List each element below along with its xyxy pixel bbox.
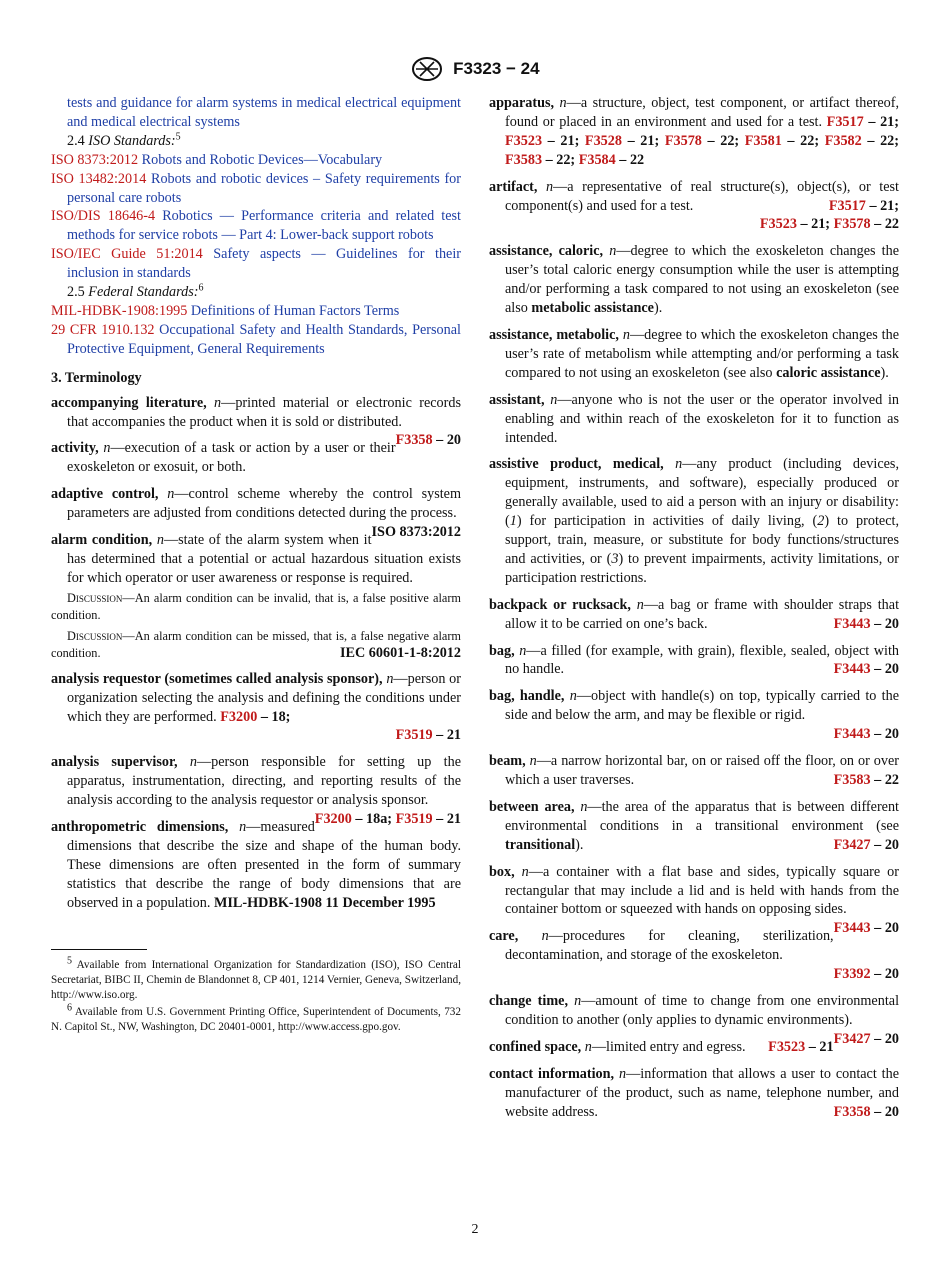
- cite-link[interactable]: F3427: [833, 836, 871, 853]
- term-accompanying-literature: accompanying literature, n—printed material or electronic records that accompanies the product when it is sold or distributed. F3358 – 20: [51, 394, 461, 449]
- cite-link[interactable]: F3523: [505, 132, 543, 149]
- term-bag: bag, n—a filled (for example, with grain), flexible, sealed, object with no handle. F3443 – 20: [489, 642, 900, 678]
- cite-link[interactable]: F3528: [584, 132, 622, 149]
- cite-link[interactable]: F3392: [833, 966, 871, 983]
- cite-year: – 21;: [621, 132, 660, 149]
- cite-link[interactable]: F3584: [578, 151, 616, 168]
- cite-year: – 22: [615, 151, 645, 168]
- footnote-rule: [51, 949, 147, 950]
- cite-link[interactable]: F3200: [314, 811, 352, 828]
- cite-link[interactable]: F3517: [826, 113, 864, 130]
- cite-link[interactable]: F3443: [833, 726, 871, 743]
- federal-standards-heading: 2.5 Federal Standards:$^6$: [67, 282, 204, 301]
- right-column: [489, 94, 899, 1130]
- cite-link[interactable]: F3443: [833, 920, 871, 937]
- term-assistive-product-medical: assistive product, medical, n—any product (including devices, equipment, instruments, and software), especially produced or generally available, used to aid a person with an injury or disability: (1) for participation in activities of daily living, (2) to protect, support, train, measure, or substitute for body functions/structures and activities, or (3) to prevent impairments, activity limitations, or participation restrictions.: [489, 456, 899, 586]
- term-confined-space: confined space, n—limited entry and egress. F3523 – 21: [489, 1038, 834, 1055]
- cite-link[interactable]: F3519: [395, 811, 433, 828]
- cite-link[interactable]: F3443: [833, 661, 871, 678]
- cite-link[interactable]: F3581: [744, 132, 782, 149]
- term-assistant: assistant, n—anyone who is not the user or the operator involved in enabling and within reach of the exoskeleton for it to function as intended.: [489, 391, 899, 446]
- term-care: care, n—procedures for cleaning, sterilization, decontamination, and storage of the exoskeleton. F3392 – 20: [489, 928, 899, 983]
- reference-29-cfr[interactable]: 29 CFR 1910.132 Occupational Safety and Health Standards, Personal Protective Equipment, General Requirements: [51, 321, 461, 357]
- cite-link[interactable]: F3519: [395, 727, 433, 744]
- cite-link[interactable]: F3583: [833, 772, 871, 788]
- document-designation: F3323 − 24: [453, 59, 540, 78]
- footnote-6: $^6$ Available from U.S. Government Printing Office, Superintendent of Documents, 732 N. Capitol St., NW, Washington, DC 20401-0001, http://www.access.gpo.gov.: [51, 1001, 461, 1033]
- term-beam: beam, n—a narrow horizontal bar, on or raised off the floor, on or over which a user traverses. F3583 – 22: [489, 753, 899, 788]
- page-header: [0, 56, 950, 82]
- term-box: box, n—a container with a flat base and sides, typically square or rectangular that may include a lid and is held with hands from the container bottom or squeezed with hands on opposing sides. F3443 – 20: [489, 863, 900, 937]
- cite-link[interactable]: F3427: [833, 1030, 871, 1047]
- term-assistance-caloric: assistance, caloric, n—degree to which the exoskeleton changes the user’s total caloric energy consumption while the user is attempting and/or performing a task compared to not using an exoskeleton (see also metabolic assistance).: [489, 243, 899, 317]
- reference-iso-18646[interactable]: ISO/DIS 18646-4 Robotics — Performance criteria and related test methods for service robots — Part 4: Lower-back support robots: [51, 208, 461, 244]
- cite-year: – 22;: [701, 132, 740, 149]
- reference-iso-13482[interactable]: ISO 13482:2014 Robots and robotic devices – Safety requirements for personal care robots: [51, 170, 461, 206]
- iso-standards-heading: 2.4 ISO Standards:$^5$: [67, 131, 181, 149]
- term-adaptive-control: adaptive control, n—control scheme whereby the control system parameters are adjusted from conditions detected during the process. ISO 8373:2012: [51, 486, 461, 541]
- term-bag-handle: bag, handle, n—object with handle(s) on top, typically carried to the side and below the arm, and may be flexible or rigid. F3443 – 20: [489, 688, 899, 743]
- discussion-note: Discussion—An alarm condition can be invalid, that is, a false positive alarm condition.: [51, 590, 461, 622]
- term-contact-information: contact information, n—information that allows a user to contact the manufacturer of the product, such as name, telephone number, and website address. F3358 – 20: [489, 1065, 900, 1120]
- reference-iso-8373[interactable]: ISO 8373:2012 Robots and Robotic Devices—Vocabulary: [51, 151, 383, 168]
- cite-year: – 22;: [861, 132, 899, 149]
- term-artifact: artifact, n—a representative of real structure(s), object(s), or test component(s) and used for a test. F3517 – 21; F3523 – 21; F3578 – 22: [489, 178, 900, 233]
- term-alarm-condition: alarm condition, n—state of the alarm system when it has determined that a potential or actual hazardous situation exists for which operator or user awareness or response is required.: [51, 532, 461, 586]
- reference-continuation[interactable]: tests and guidance for alarm systems in medical electrical equipment and medical electrical systems: [67, 95, 461, 130]
- reference-iso-guide-51[interactable]: ISO/IEC Guide 51:2014 Safety aspects — Guidelines for their inclusion in standards: [51, 246, 461, 282]
- cite-year: – 21;: [542, 132, 580, 149]
- cite-link[interactable]: F3517: [828, 197, 866, 214]
- term-apparatus: apparatus, n—a structure, object, test component, or artifact thereof, found or placed in an environment and used for a test. F3517 – 21; F3523 – 21; F3528 – 21; F3578 – 22; F3581 – 22; F3582 – 22; F3583 – 22; F3584 – 22: [489, 95, 899, 168]
- cite-link[interactable]: F3200: [220, 708, 258, 725]
- term-between-area: between area, n—the area of the apparatus that is between different environmental conditions in a transitional environment (see transitional). F3427 – 20: [489, 798, 900, 853]
- term-change-time: change time, n—amount of time to change from one environmental condition to another (only applies to dynamic environments). F3427 – 20: [489, 993, 900, 1047]
- cite-link[interactable]: F3443: [833, 615, 871, 632]
- footnote-5: $^5$ Available from International Organization for Standardization (ISO), ISO Central Secretariat, BIBC II, Chemin de Blandonnet 8, CP 401, 1214 Vernier, Geneva, Switzerland, http://www.iso.org.: [51, 954, 461, 1001]
- discussion-note: Discussion—An alarm condition can be missed, that is, a false negative alarm condition. IEC 60601-1-8:2012: [51, 628, 461, 661]
- term-analysis-supervisor: analysis supervisor, n—person responsible for setting up the apparatus, instrumentation, directing, and reporting results of the analysis according to the analysis requestor or analysis sponsor. F3200 – 18a; F3519 – 21: [51, 754, 461, 828]
- term-anthropometric-dimensions: anthropometric dimensions, n—measured dimensions that describe the size and shape of the human body. These dimensions are often presented in the form of summary statistics that describe the range of body dimensions that are observed in a population. MIL-HDBK-1908 11 December 1995: [51, 819, 461, 911]
- cite-year: – 21;: [863, 113, 899, 130]
- cite-link[interactable]: F3358: [833, 1103, 871, 1120]
- cite-year: – 22;: [542, 151, 576, 168]
- term-assistance-metabolic: assistance, metabolic, n—degree to which the exoskeleton changes the user’s rate of metabolism while attempting and/or performing a task compared to not using an exoskeleton (see also caloric assistance).: [489, 326, 899, 381]
- cite-link[interactable]: F3578: [664, 132, 702, 149]
- term-activity: activity, n—execution of a task or action by a user or their exoskeleton or exosuit, or both.: [51, 440, 396, 476]
- astm-logo-icon: [410, 56, 444, 82]
- cite-link[interactable]: F3582: [824, 132, 862, 149]
- cite-link[interactable]: F3583: [505, 151, 543, 168]
- term-backpack: backpack or rucksack, n—a bag or frame with shoulder straps that allow it to be carried on one’s back. F3443 – 20: [489, 596, 900, 632]
- cite-link[interactable]: F3523: [759, 216, 797, 233]
- term-analysis-requestor: analysis requestor (sometimes called analysis sponsor), n—person or organization selecting the analysis and defining the conditions under which they are performed. F3200 – 18; F3519 – 21: [51, 670, 462, 744]
- cite-link[interactable]: F3523: [768, 1038, 806, 1055]
- page-number: 2: [471, 1222, 479, 1237]
- left-column: [51, 94, 461, 1037]
- cite-year: – 22;: [781, 132, 820, 149]
- section-title: 3. Terminology: [51, 369, 142, 386]
- cite-link[interactable]: F3578: [833, 216, 871, 233]
- cite-link[interactable]: F3358: [395, 432, 433, 449]
- reference-mil-hdbk-1908[interactable]: MIL-HDBK-1908:1995 Definitions of Human Factors Terms: [51, 302, 400, 319]
